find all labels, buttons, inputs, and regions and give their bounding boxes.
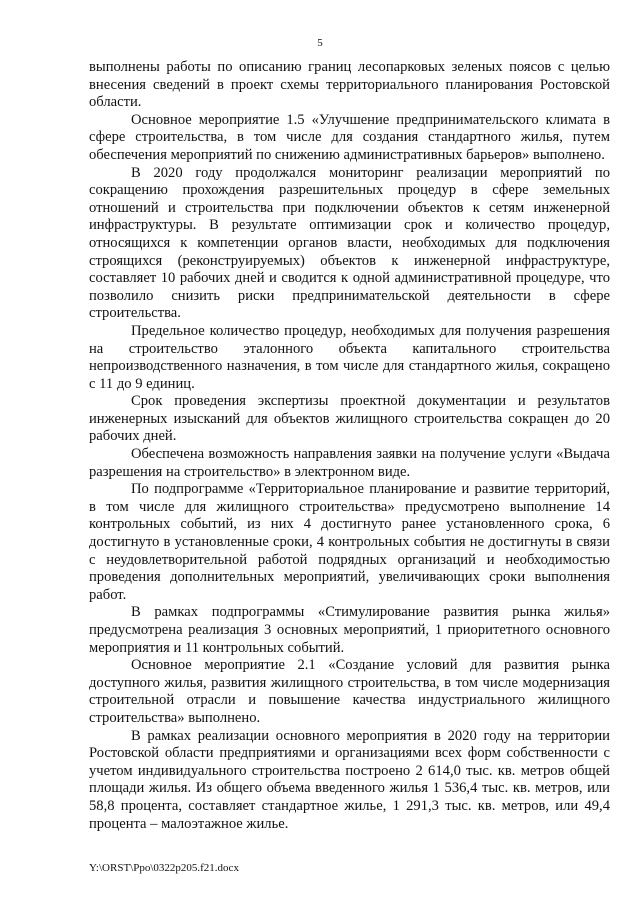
paragraph: Предельное количество процедур, необходимых для получения разрешения на строительство эталонного объекта капитального строительства непроизводственного назначения, в том числе для стандартного жилья, сокращено с 11 до 9 единиц. [89, 322, 610, 392]
paragraph: Срок проведения экспертизы проектной документации и результатов инженерных изысканий для объектов жилищного строительства сокращен до 20 рабочих дней. [89, 393, 610, 445]
paragraph: В 2020 году продолжался мониторинг реализации мероприятий по сокращению прохождения разрешительных процедур в сфере земельных отношений и строительства при подключении объектов к сетям инженерной инфраструктуры. В результате оптимизации срок и количество процедур, относящихся к компетенции органов власти, необходимых для подключения строящихся (реконструируемых) объектов к инженерной инфраструктуре, составляет 10 рабочих дней и сводится к одной административной процедуре, что позволило снизить риски предпринимательской деятельности в сфере строительства. [89, 164, 610, 322]
paragraph: В рамках подпрограммы «Стимулирование развития рынка жилья» предусмотрена реализация 3 основных мероприятий, 1 приоритетного основного мероприятия и 11 контрольных событий. [89, 604, 610, 656]
paragraph: В рамках реализации основного мероприятия в 2020 году на территории Ростовской области предприятиями и организациями всех форм собственности с учетом индивидуального строительства построено 2 614,0 тыс. кв. метров общей площади жилья. Из общего объема введенного жилья 1 536,4 тыс. кв. метров, или 58,8 процента, составляет стандартное жилье, 1 291,3 тыс. кв. метров, или 49,4 процента – малоэтажное жилье. [89, 727, 610, 832]
paragraph: Обеспечена возможность направления заявки на получение услуги «Выдача разрешения на строительство» в электронном виде. [89, 446, 610, 480]
paragraph: По подпрограмме «Территориальное планирование и развитие территорий, в том числе для жилищного строительства» предусмотрено выполнение 14 контрольных событий, из них 4 достигнуто ранее установленного срока, 6 достигнуто в установленные сроки, 4 контрольных события не достигнуты в связи с неудовлетворительной работой подрядных организаций и необходимостью проведения дополнительных мероприятий, увеличивающих сроки выполнения работ. [89, 481, 610, 603]
paragraph: выполнены работы по описанию границ лесопарковых зеленых поясов с целью внесения сведений в проект схемы территориального планирования Ростовской области. [89, 59, 610, 111]
paragraph: Основное мероприятие 1.5 «Улучшение предпринимательского климата в сфере строительства, в том числе для создания стандартного жилья, путем обеспечения мероприятий по снижению административных барьеров» выполнено. [89, 111, 610, 163]
footer-file-path: Y:\ORST\Ppo\0322p205.f21.docx [89, 862, 239, 874]
document-body [89, 59, 610, 833]
page-number: 5 [317, 37, 323, 49]
paragraph: Основное мероприятие 2.1 «Создание условий для развития рынка доступного жилья, развития жилищного строительства, в том числе модернизация строительной отрасли и повышение качества индустриального жилищного строительства» выполнено. [89, 657, 610, 726]
